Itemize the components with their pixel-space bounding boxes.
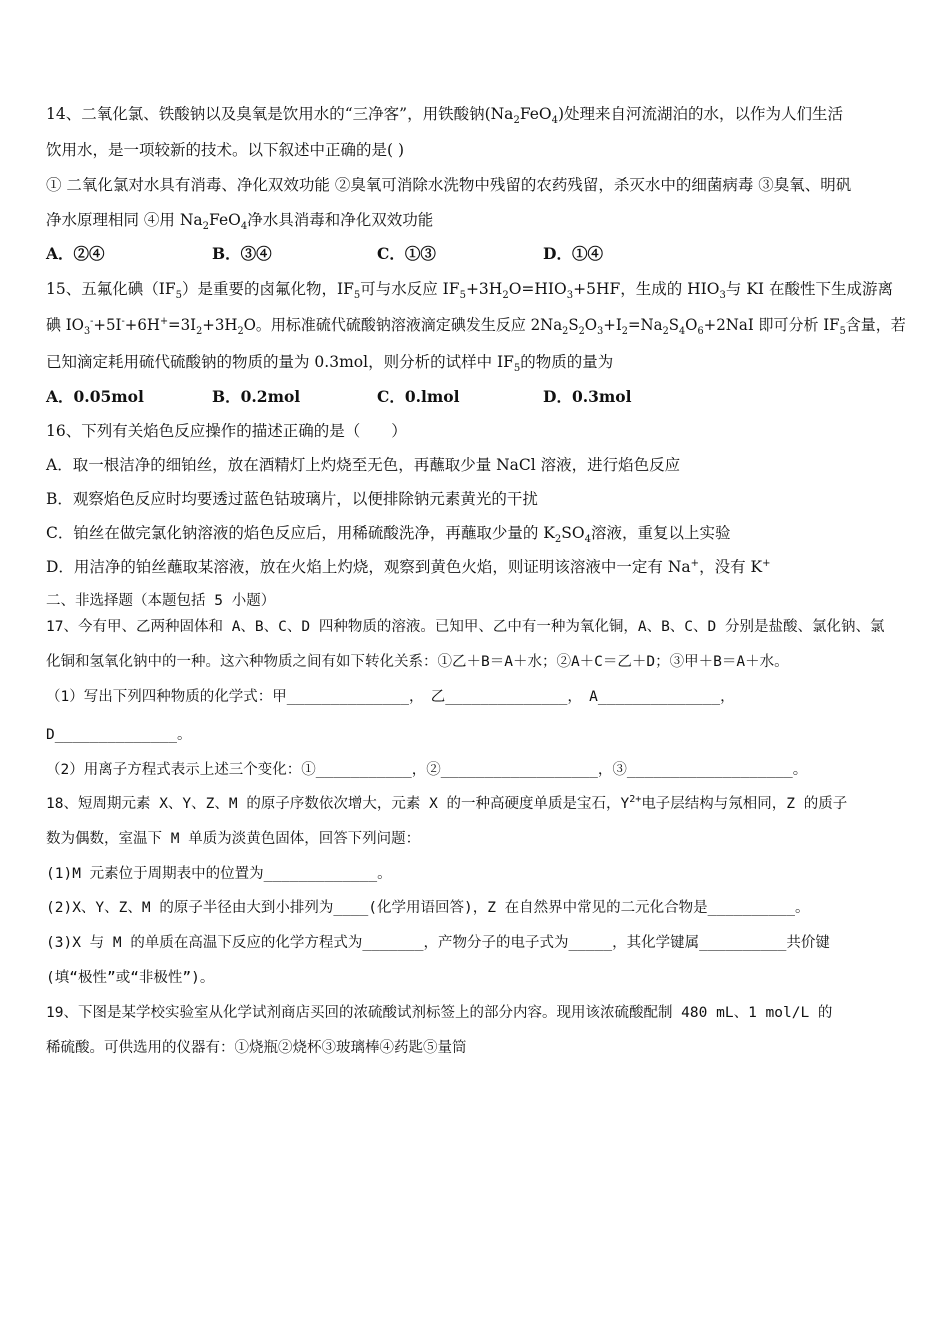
- q14-option-b: B．③④: [212, 244, 272, 263]
- q18-line-6: (填“极性”或“非极性”)。: [46, 970, 215, 986]
- q16-option-c: C．铂丝在做完氯化钠溶液的焰色反应后，用稀硫酸洗净，再蘸取少量的 $K_2SO_4$溶液，重复以上实验: [46, 524, 731, 546]
- q16-stem: 16、下列有关焰色反应操作的描述正确的是（ ）: [46, 422, 407, 440]
- q17-line-1: 17、今有甲、乙两种固体和 A、B、C、D 四种物质的溶液。已知甲、乙中有一种为氧化铜，A、B、C、D 分别是盐酸、氯化钠、氯: [46, 619, 885, 635]
- q16-option-a: A．取一根洁净的细铂丝，放在酒精灯上灼烧至无色，再蘸取少量 NaCl 溶液，进行焰色反应: [46, 456, 681, 474]
- q19-line-2: 稀硫酸。可供选用的仪器有：①烧瓶②烧杯③玻璃棒④药匙⑤量筒: [46, 1040, 467, 1056]
- q15-option-b: B．0.2mol: [212, 387, 301, 406]
- q17-line-2: 化铜和氢氧化钠中的一种。这六种物质之间有如下转化关系：①乙＋B＝A＋水；②A＋C＝乙＋D；③甲＋B＝A＋水。: [46, 654, 789, 670]
- q16-option-d: D．用洁净的铂丝蘸取某溶液，放在火焰上灼烧，观察到黄色火焰，则证明该溶液中一定有 Na+，没有 K+: [46, 557, 771, 576]
- q14-stem-line-1: 14、二氧化氯、铁酸钠以及臭氧是饮用水的“三净客”，用铁酸钠$(Na_2FeO_4)$处理来自河流湖泊的水，以作为人们生活: [46, 105, 844, 127]
- q18-line-2: 数为偶数，室温下 M 单质为淡黄色固体，回答下列问题：: [46, 831, 421, 847]
- q14-item-line-1: ① 二氧化氯对水具有消毒、净化双效功能 ②臭氧可消除水洗物中残留的农药残留，杀灭水中的细菌病毒 ③臭氧、明矾: [46, 176, 852, 194]
- q15-stem-line-1: 15、五氟化碘$(IF_5)$是重要的卤氟化物，$IF_5$可与水反应 $IF_5+3H_2O=HIO_3+5HF$，生成的 $HIO_3$与 KI 在酸性下生成游离: [46, 280, 893, 302]
- q15-option-d: D．0.3mol: [543, 387, 632, 406]
- q16-option-b: B．观察焰色反应时均要透过蓝色钴玻璃片，以便排除钠元素黄光的干扰: [46, 490, 538, 508]
- q15-stem-line-3: 已知滴定耗用硫代硫酸钠的物质的量为 0.3mol，则分析的试样中 $IF_5$的物质的量为: [46, 353, 614, 375]
- q14-option-c: C．①③: [377, 244, 436, 263]
- q14-stem-line-2: 饮用水，是一项较新的技术。以下叙述中正确的是( ): [46, 141, 405, 159]
- q19-line-1: 19、下图是某学校实验室从化学试剂商店买回的浓硫酸试剂标签上的部分内容。现用该浓硫酸配制 480 mL、1 mol/L 的: [46, 1005, 833, 1021]
- q15-option-a: A．0.05mol: [46, 387, 144, 406]
- q14-options: [46, 244, 906, 264]
- q18-line-5: (3)X 与 M 的单质在高温下反应的化学方程式为_______，产物分子的电子式为_____，其化学键属__________共价键: [46, 935, 830, 951]
- q18-line-3: (1)M 元素位于周期表中的位置为_____________。: [46, 866, 392, 882]
- q17-line-5: （2）用离子方程式表示上述三个变化：①___________，②__________________，③___________________。: [46, 762, 808, 778]
- q18-line-1: 18、短周期元素 X、Y、Z、M 的原子序数依次增大，元素 X 的一种高硬度单质是宝石，$Y^{2+}$电子层结构与氖相同，Z 的质子: [46, 794, 848, 812]
- section-heading: 二、非选择题（本题包括 5 小题）: [46, 593, 276, 609]
- q14-item-line-2: 净水原理相同 ④用 $Na_2FeO_4$净水具消毒和净化双效功能: [46, 211, 434, 233]
- q17-line-3: （1）写出下列四种物质的化学式：甲______________， 乙______________， A______________，: [46, 689, 735, 705]
- q15-stem-line-2: 碘 $IO_3^-+5I^-+6H^+=3I_2+3H_2O$。用标准硫代硫酸钠溶液滴定碘发生反应 $2Na_2S_2O_3+I_2=Na_2S_4O_6+2NaI$ 即可分析 $IF_5$含量，若: [46, 315, 906, 338]
- q14-option-a: A．②④: [46, 244, 105, 263]
- q15-option-c: C．0.lmol: [377, 387, 460, 406]
- q17-line-4: D______________。: [46, 727, 192, 743]
- q14-option-d: D．①④: [543, 244, 603, 263]
- q15-options: [46, 387, 906, 407]
- q18-line-4: (2)X、Y、Z、M 的原子半径由大到小排列为____(化学用语回答)，Z 在自然界中常见的二元化合物是__________。: [46, 900, 810, 916]
